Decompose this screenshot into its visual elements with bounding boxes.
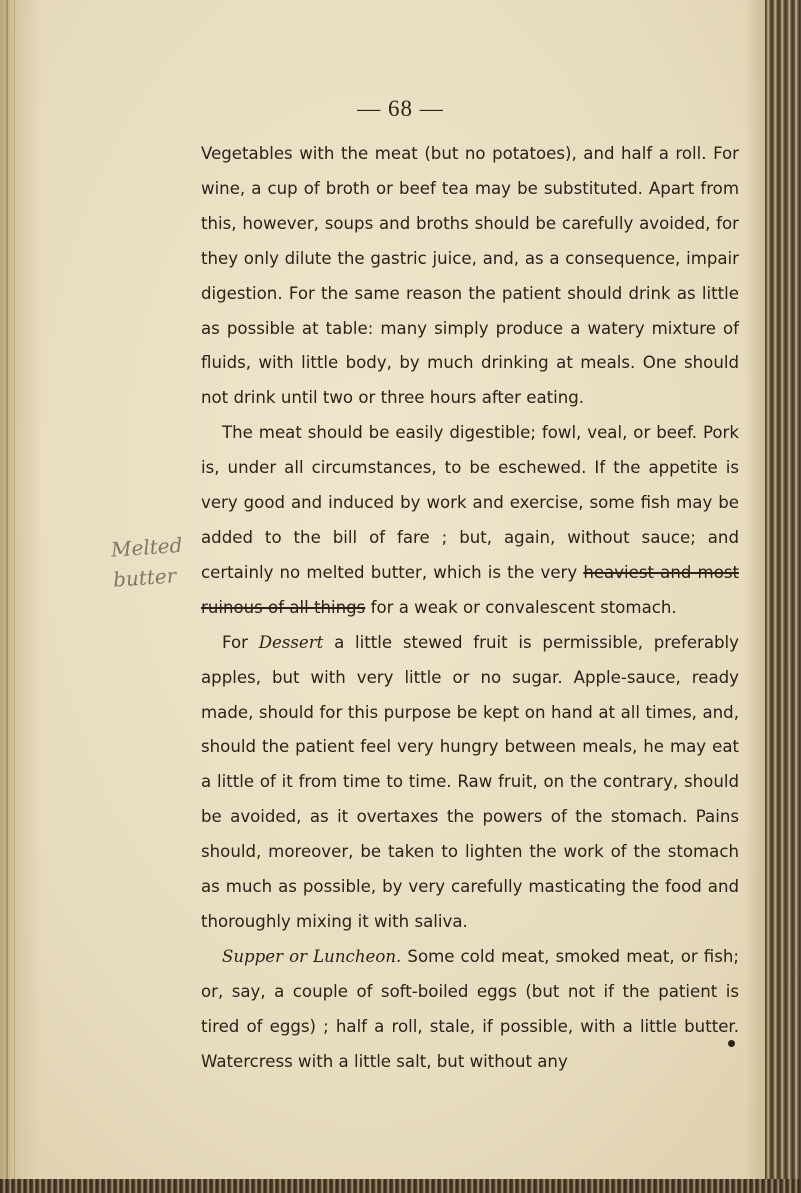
paragraph-lead: For [222,632,248,652]
paragraph-text: Vegetables with the meat (but no potatoes), and half a roll. For wine, a cup of broth or beef tea may be substituted. Apart from this, however, soups and broths should be carefully avoided, for they only dilute the gastric juice, and, as a consequence, impair digestion. For the same reason the patient should drink as little as possible at table: many simply produce a watery mixture of fluids, with little body, by much drinking at meals. One should not drink until two or three hours after eating. [201,144,739,408]
section-heading-dessert: Dessert [258,632,324,652]
handwritten-margin-note [110,529,194,594]
paragraph [201,416,739,625]
margin-note-line: Melted [110,532,184,562]
margin-note-line: butter [112,563,177,592]
page-number: — 68 — [357,96,444,121]
binding-edge [0,0,42,1193]
paragraph-text: Some cold meat, smoked meat, or fish; or, say, a couple of soft-boiled eggs (but not if the patient is tired of eggs) ; half a roll, stale, if possible, with a little butter. Watercress with a little salt, but without any [201,946,739,1071]
body-text [201,137,739,1079]
struck-through-text: heaviest and most ruinous of all things [201,562,739,617]
paragraph [201,137,739,416]
paragraph [201,626,739,940]
page-stack-edge [765,0,801,1193]
paragraph [201,940,739,1080]
paragraph-text: a little stewed fruit is permissible, preferably apples, but with very little or no sugar. Apple-sauce, ready made, should for this purpose be kept on hand at all times, and, should the patient feel very hungry between meals, he may eat a little of it from time to time. Raw fruit, on the contrary, should be avoided, as it overtaxes the powers of the stomach. Pains should, moreover, be taken to lighten the work of the stomach as much as possible, by very carefully masticating the food and thoroughly mixing it with saliva. [201,632,739,931]
bottom-page-edge [0,1179,801,1193]
page-shadow [745,0,765,1193]
paragraph-text: for a weak or convalescent stomach. [365,597,677,617]
paragraph-text: The meat should be easily digestible; fowl, veal, or beef. Pork is, under all circumstances, to be eschewed. If the appetite is very good and induced by work and exercise, some fish may be added to the bill of fare ; but, again, without sauce; and certainly no melted butter, which is the very [201,423,739,582]
section-heading-supper: Supper or Luncheon. [222,946,402,966]
ink-dot [728,1040,735,1047]
